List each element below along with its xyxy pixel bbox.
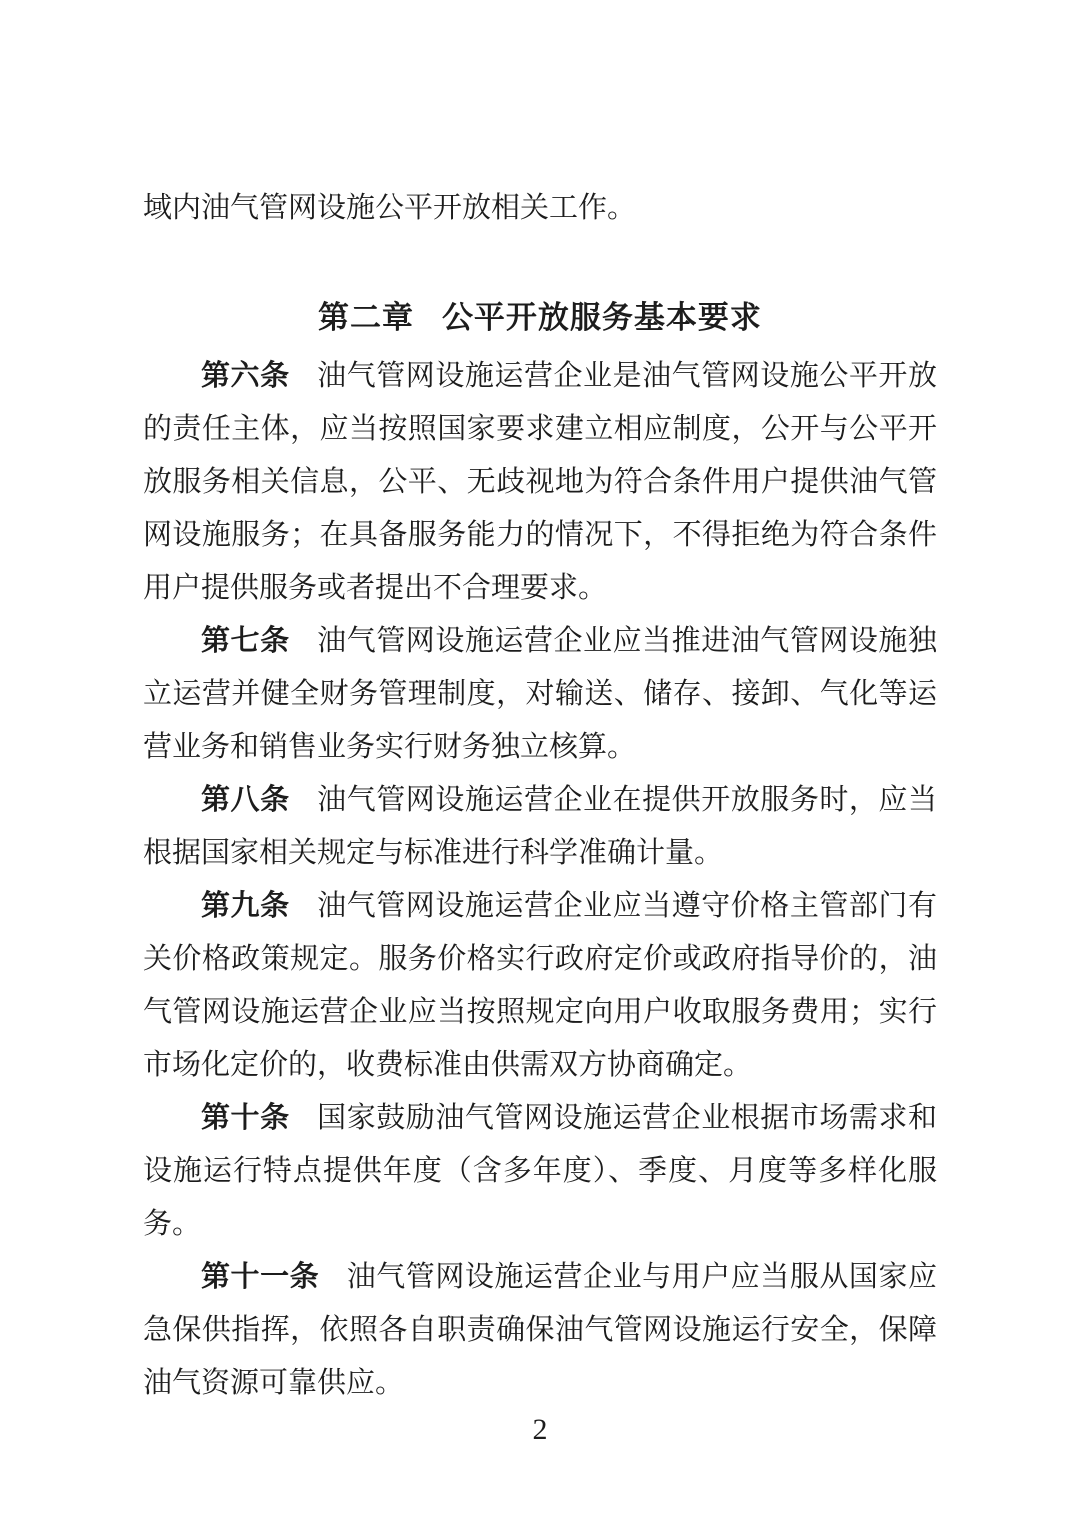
article-text: 油气管网设施运营企业与用户应当服从国家应急保供指挥，依照各自职责确保油气管网设施运行安全，保障油气资源可靠供应。 bbox=[143, 1261, 937, 1399]
article-text: 油气管网设施运营企业应当遵守价格主管部门有关价格政策规定。服务价格实行政府定价或政府指导价的，油气管网设施运营企业应当按照规定向用户收取服务费用；实行市场化定价的，收费标准由供需双方协商确定。 bbox=[143, 890, 937, 1081]
article-label: 第七条 bbox=[201, 625, 290, 657]
article-label: 第十条 bbox=[201, 1102, 290, 1134]
article-label: 第八条 bbox=[201, 784, 290, 816]
article-paragraph bbox=[143, 1251, 937, 1410]
article-text: 油气管网设施运营企业是油气管网设施公平开放的责任主体，应当按照国家要求建立相应制度，公开与公平开放服务相关信息，公平、无歧视地为符合条件用户提供油气管网设施服务；在具备服务能力的情况下，不得拒绝为符合条件用户提供服务或者提出不合理要求。 bbox=[143, 360, 937, 604]
chapter-number: 第二章 bbox=[318, 300, 415, 335]
page-number: 2 bbox=[532, 1413, 548, 1446]
article-text: 油气管网设施运营企业应当推进油气管网设施独立运营并健全财务管理制度，对输送、储存、接卸、气化等运营业务和销售业务实行财务独立核算。 bbox=[143, 625, 937, 763]
article-paragraph bbox=[143, 350, 937, 615]
chapter-heading bbox=[143, 291, 937, 344]
continuation-text: 域内油气管网设施公平开放相关工作。 bbox=[143, 192, 637, 224]
article-label: 第十一条 bbox=[201, 1261, 320, 1293]
article-text: 国家鼓励油气管网设施运营企业根据市场需求和设施运行特点提供年度（含多年度）、季度、月度等多样化服务。 bbox=[143, 1102, 937, 1240]
article-label: 第九条 bbox=[201, 890, 290, 922]
chapter-title: 公平开放服务基本要求 bbox=[441, 300, 762, 335]
article-paragraph bbox=[143, 880, 937, 1092]
article-text: 油气管网设施运营企业在提供开放服务时，应当根据国家相关规定与标准进行科学准确计量。 bbox=[143, 784, 937, 869]
article-paragraph bbox=[143, 1092, 937, 1251]
article-paragraph bbox=[143, 615, 937, 774]
article-paragraph bbox=[143, 774, 937, 880]
article-label: 第六条 bbox=[201, 360, 290, 392]
